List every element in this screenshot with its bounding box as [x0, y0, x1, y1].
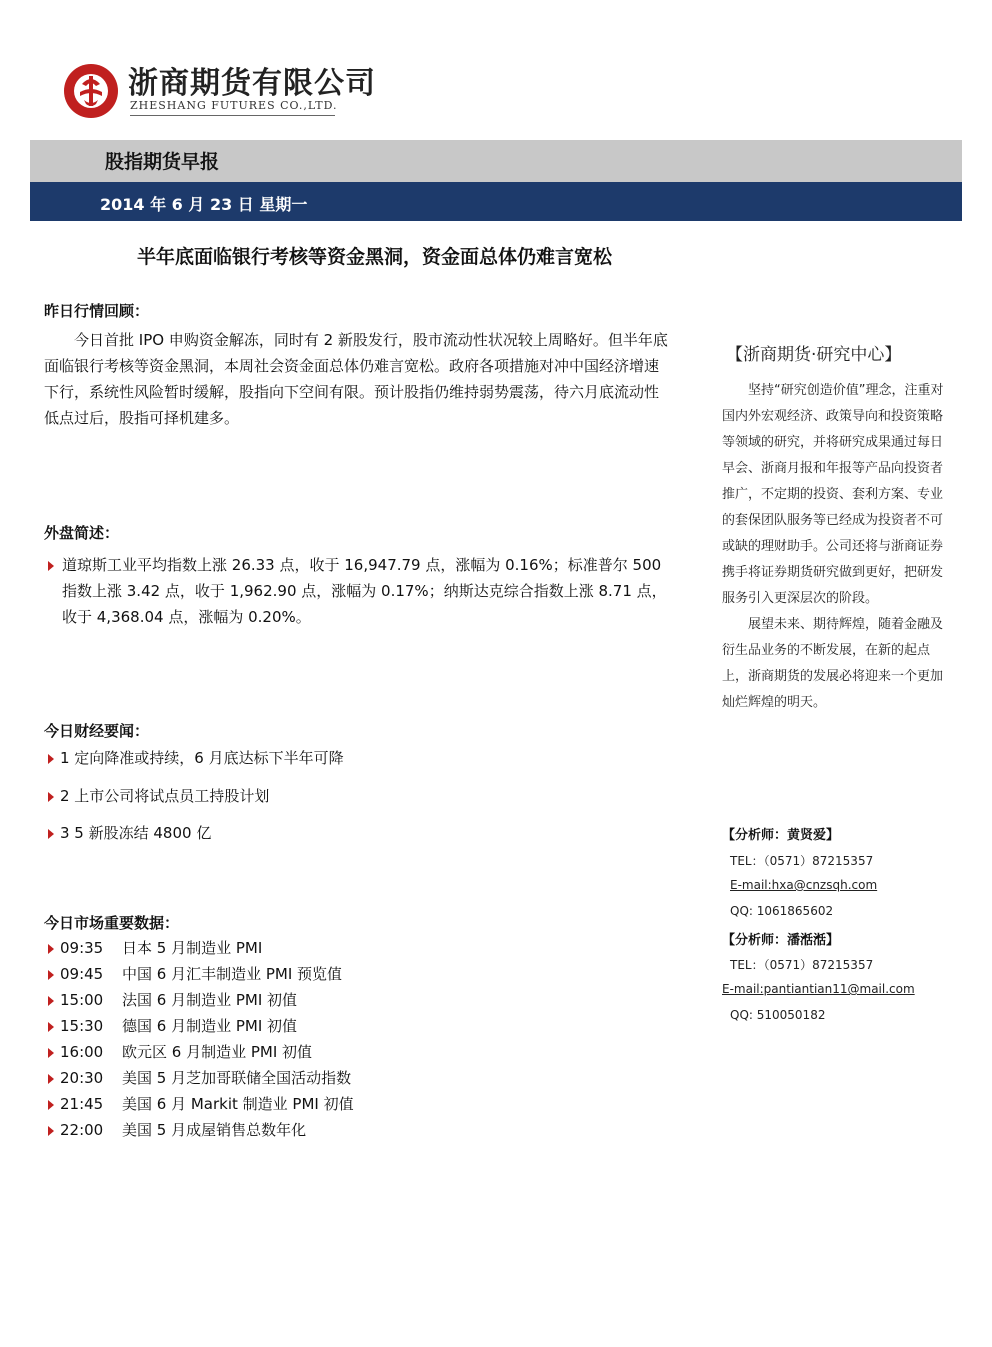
market-data-row	[48, 937, 262, 959]
logo-divider	[130, 115, 335, 116]
news-item-text: 1 定向降准或持续，6 月底达标下半年可降	[60, 749, 344, 767]
bullet-arrow-icon	[48, 561, 54, 571]
analyst-tel: TEL：（0571）87215357	[730, 958, 874, 972]
report-date: 2014 年 6 月 23 日 星期一	[100, 195, 308, 214]
market-data-row	[48, 963, 342, 985]
company-name-cn: 浙商期货有限公司	[128, 66, 376, 101]
event-name: 中国 6 月汇丰制造业 PMI 预览值	[122, 965, 343, 983]
headline: 半年底面临银行考核等资金黑洞，资金面总体仍难言宽松	[137, 246, 613, 268]
market-data-row	[48, 1093, 354, 1115]
analyst-name: 【分析师：黄贤爱】	[722, 828, 840, 843]
company-logo-icon	[62, 62, 120, 120]
analyst-qq: QQ: 1061865602	[730, 904, 834, 918]
overseas-item	[48, 552, 670, 630]
event-name: 法国 6 月制造业 PMI 初值	[122, 991, 298, 1009]
news-item	[48, 785, 269, 807]
market-data-row	[48, 1119, 306, 1141]
overseas-text: 道琼斯工业平均指数上涨 26.33 点，收于 16,947.79 点，涨幅为 0.16%；标准普尔 500 指数上涨 3.42 点，收于 1,962.90 点，涨幅为 0.17%；纳斯达克综合指数上涨 8.71 点，收于 4,368.04 点，涨幅为 0.20%。	[62, 556, 667, 626]
overseas-section-title: 外盘简述：	[44, 524, 120, 542]
event-name: 美国 5 月成屋销售总数年化	[122, 1121, 307, 1139]
report-title: 股指期货早报	[105, 151, 220, 173]
bullet-arrow-icon	[48, 944, 54, 954]
event-name: 日本 5 月制造业 PMI	[122, 939, 263, 957]
event-time: 21:45	[60, 1095, 104, 1113]
sidebar-paragraph: 展望未来、期待辉煌，随着金融及衍生品业务的不断发展，在新的起点上，浙商期货的发展必将迎来一个更加灿烂辉煌的明天。	[722, 617, 944, 710]
event-name: 美国 5 月芝加哥联储全国活动指数	[122, 1069, 352, 1087]
event-time: 09:45	[60, 965, 104, 983]
sidebar-body	[722, 378, 954, 716]
bullet-arrow-icon	[48, 996, 54, 1006]
company-name-en: ZHESHANG FUTURES CO.,LTD.	[130, 99, 338, 112]
bullet-arrow-icon	[48, 792, 54, 802]
market-data-section-title: 今日市场重要数据：	[44, 914, 180, 932]
bullet-arrow-icon	[48, 1126, 54, 1136]
analyst-qq: QQ: 510050182	[730, 1008, 826, 1022]
event-time: 22:00	[60, 1121, 104, 1139]
analyst-email-link[interactable]: E-mail:hxa@cnzsqh.com	[730, 878, 878, 892]
sidebar-title: 【浙商期货·研究中心】	[726, 345, 902, 365]
event-name: 德国 6 月制造业 PMI 初值	[122, 1017, 298, 1035]
review-paragraph: 今日首批 IPO 申购资金解冻，同时有 2 新股发行，股市流动性状况较上周略好。但半年底面临银行考核等资金黑洞，本周社会资金面总体仍难言宽松。政府各项措施对冲中国经济增速下行，系统性风险暂时缓解，股指向下空间有限。预计股指仍维持弱势震荡，待六月底流动性低点过后，股指可择机建多。	[44, 331, 668, 427]
event-time: 20:30	[60, 1069, 104, 1087]
news-item	[48, 822, 211, 844]
event-name: 美国 6 月 Markit 制造业 PMI 初值	[122, 1095, 354, 1113]
sidebar-paragraph: 坚持“研究创造价值”理念，注重对国内外宏观经济、政策导向和投资策略等领域的研究，并将研究成果通过每日早会、浙商月报和年报等产品向投资者推广，不定期的投资、套利方案、专业的套保团队服务等已经成为投资者不可或缺的理财助手。公司还将与浙商证券携手将证券期货研究做到更好，把研发服务引入更深层次的阶段。	[722, 383, 944, 606]
bullet-arrow-icon	[48, 970, 54, 980]
news-item-text: 3 5 新股冻结 4800 亿	[60, 824, 212, 842]
review-section-title: 昨日行情回顾：	[44, 302, 150, 320]
market-data-row	[48, 1041, 312, 1063]
event-time: 15:30	[60, 1017, 104, 1035]
event-time: 09:35	[60, 939, 104, 957]
news-section-title: 今日财经要闻：	[44, 722, 150, 740]
analyst-tel: TEL：（0571）87215357	[730, 854, 874, 868]
bullet-arrow-icon	[48, 754, 54, 764]
news-item-text: 2 上市公司将试点员工持股计划	[60, 787, 270, 805]
market-data-row	[48, 1067, 351, 1089]
market-data-row	[48, 1015, 297, 1037]
bullet-arrow-icon	[48, 1048, 54, 1058]
analyst-email-link[interactable]: E-mail:pantiantian11@mail.com	[722, 982, 915, 996]
bullet-arrow-icon	[48, 829, 54, 839]
event-time: 16:00	[60, 1043, 104, 1061]
event-name: 欧元区 6 月制造业 PMI 初值	[122, 1043, 313, 1061]
analyst-name: 【分析师：潘湉湉】	[722, 933, 840, 948]
bullet-arrow-icon	[48, 1074, 54, 1084]
news-item	[48, 747, 344, 769]
bullet-arrow-icon	[48, 1022, 54, 1032]
event-time: 15:00	[60, 991, 104, 1009]
market-data-row	[48, 989, 297, 1011]
bullet-arrow-icon	[48, 1100, 54, 1110]
